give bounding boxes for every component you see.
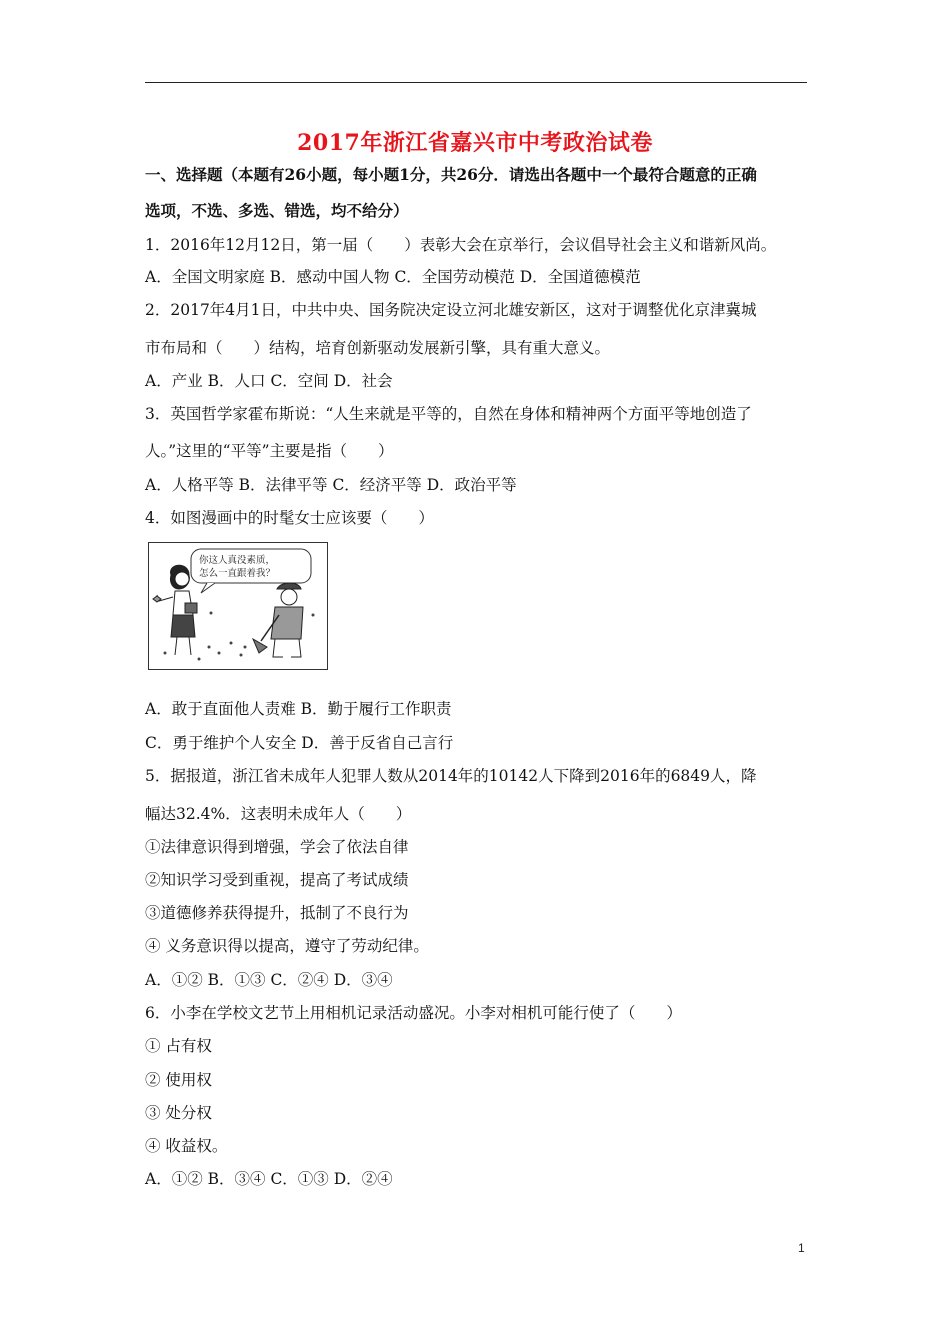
question-6-item-1: ① 占有权 — [145, 1037, 212, 1055]
speech-bubble-text-1: 你这人真没素质， — [199, 555, 276, 566]
question-6-stem: 6．小李在学校文艺节上用相机记录活动盛况。小李对相机可能行使了（ ） — [145, 1004, 682, 1022]
question-3-stem-line-2: 人。”这里的“平等”主要是指（ ） — [145, 442, 394, 460]
woman-figure — [153, 565, 197, 655]
question-1-options: A．全国文明家庭 B．感动中国人物 C．全国劳动模范 D．全国道德模范 — [145, 268, 641, 286]
question-2-stem-line-2: 市布局和（ ）结构，培育创新驱动发展新引擎，具有重大意义。 — [145, 339, 611, 357]
question-3-options: A．人格平等 B．法律平等 C．经济平等 D．政治平等 — [145, 476, 517, 494]
section-heading-line-1: 一、选择题（本题有26小题，每小题1分，共26分．请选出各题中一个最符合题意的正确 — [145, 165, 757, 184]
question-6-item-3: ③ 处分权 — [145, 1104, 212, 1122]
question-6-item-2: ② 使用权 — [145, 1071, 212, 1089]
speech-bubble-text-2: 怎么一直跟着我？ — [199, 568, 276, 579]
question-5-item-1: ①法律意识得到增强，学会了依法自律 — [145, 838, 409, 856]
question-4-options-line-2: C．勇于维护个人安全 D．善于反省自己言行 — [145, 734, 454, 752]
question-4-stem: 4．如图漫画中的时髦女士应该要（ ） — [145, 509, 434, 527]
question-2-options: A．产业 B．人口 C．空间 D．社会 — [145, 372, 393, 390]
question-4-options-line-1: A．敢于直面他人责难 B．勤于履行工作职责 — [145, 700, 452, 718]
question-5-stem-line-2: 幅达32.4%．这表明未成年人（ ） — [145, 805, 412, 823]
question-5-item-3: ③道德修养获得提升，抵制了不良行为 — [145, 904, 409, 922]
cartoon-illustration — [149, 543, 327, 669]
question-5-item-4: ④ 义务意识得以提高，遵守了劳动纪律。 — [145, 937, 429, 955]
question-6-options: A．①② B．③④ C．①③ D．②④ — [145, 1170, 393, 1188]
page-title: 2017年浙江省嘉兴市中考政治试卷 — [297, 130, 653, 156]
question-2-stem-line-1: 2．2017年4月1日，中共中央、国务院决定设立河北雄安新区，这对于调整优化京津冀城 — [145, 301, 757, 319]
header-rule — [145, 82, 807, 83]
section-heading-line-2: 选项，不选、多选、错选，均不给分） — [145, 201, 409, 220]
cartoon-image — [148, 542, 328, 670]
question-3-stem-line-1: 3．英国哲学家霍布斯说：“人生来就是平等的，自然在身体和精神两个方面平等地创造了 — [145, 405, 752, 423]
question-5-options: A．①② B．①③ C．②④ D．③④ — [145, 971, 393, 989]
question-6-item-4: ④ 收益权。 — [145, 1137, 228, 1155]
question-5-stem-line-1: 5．据报道，浙江省未成年人犯罪人数从2014年的10142人下降到2016年的6849人，降 — [145, 767, 757, 785]
page-number: 1 — [798, 1241, 805, 1255]
question-5-item-2: ②知识学习受到重视，提高了考试成绩 — [145, 871, 409, 889]
sweeper-figure — [253, 583, 303, 657]
question-1-stem: 1．2016年12月12日，第一届（ ）表彰大会在京举行，会议倡导社会主义和谐新风尚。 — [145, 236, 777, 254]
